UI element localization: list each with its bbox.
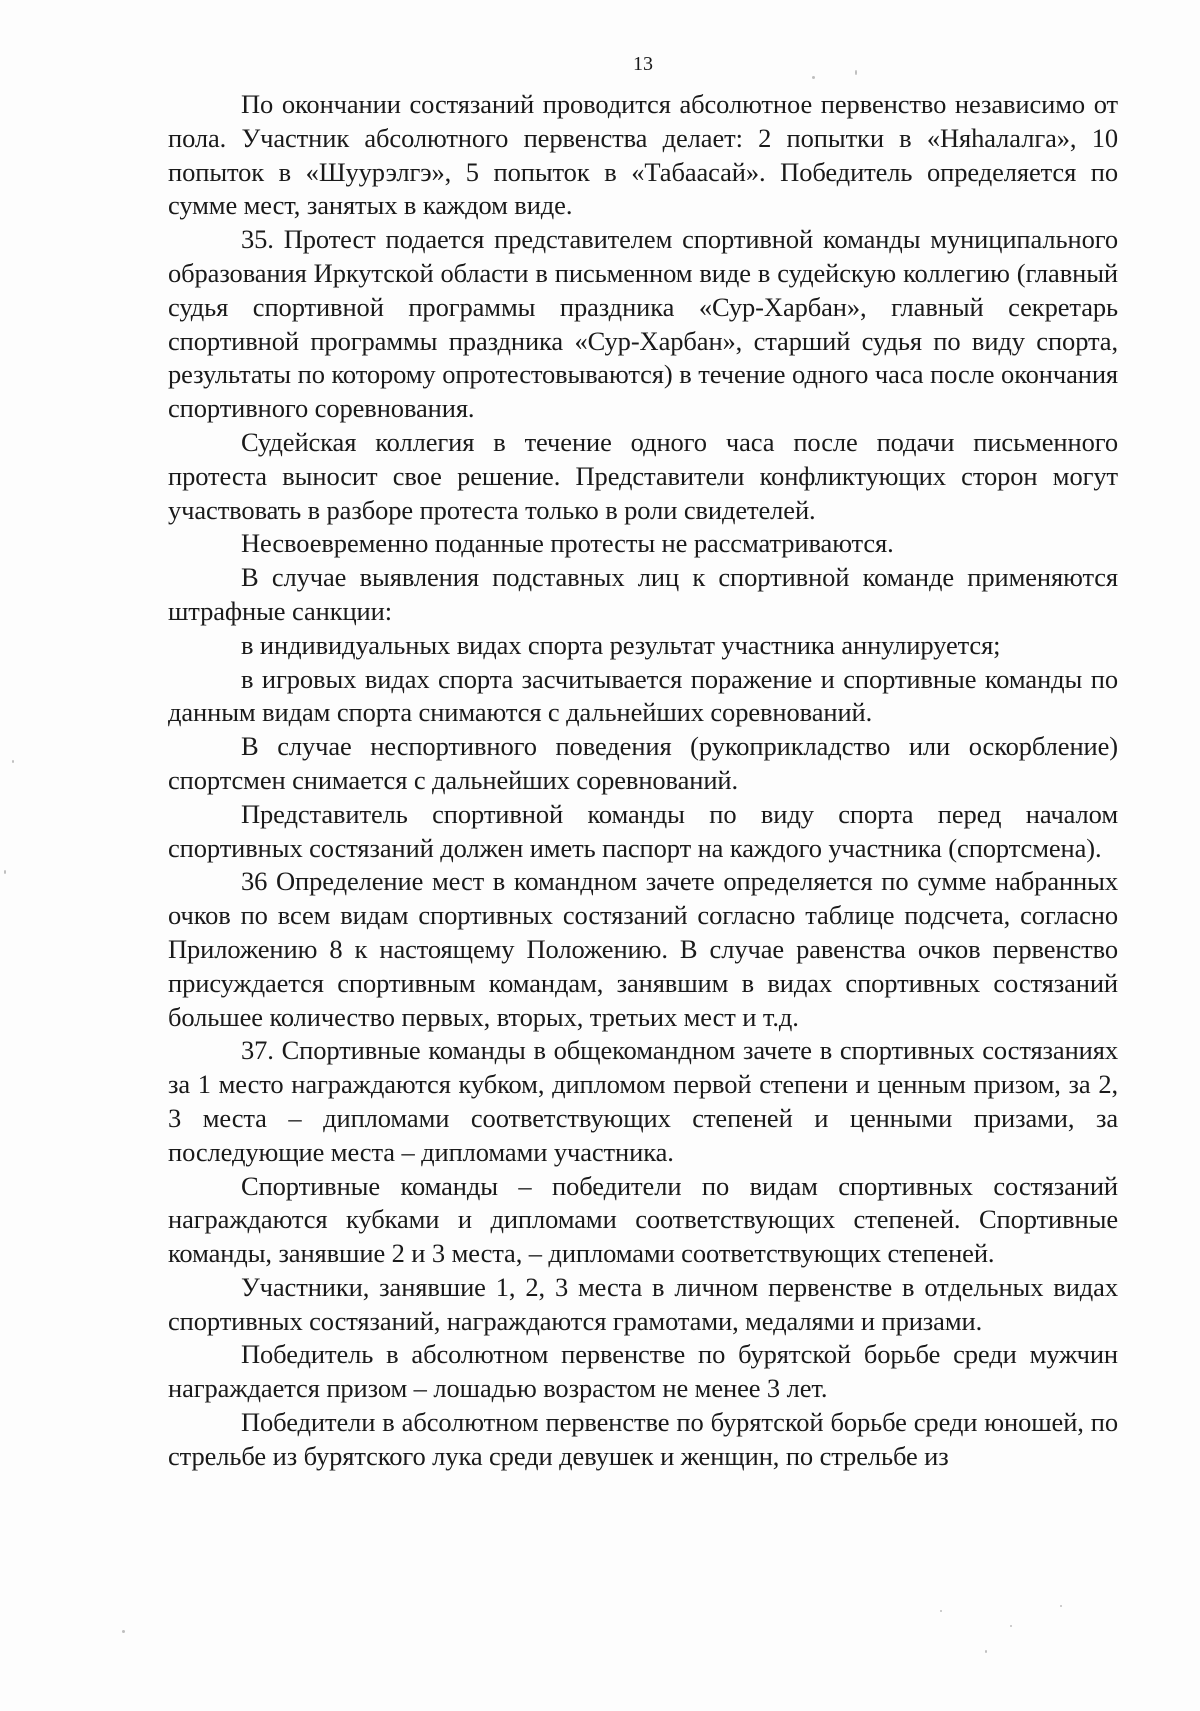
paragraph-late-protests: Несвоевременно поданные протесты не рассматриваются. — [241, 528, 894, 559]
paragraph-individual-sports: в индивидуальных видах спорта результат участника аннулируется; — [241, 629, 1001, 660]
scan-speck — [812, 76, 815, 79]
paragraph-team-sports: в игровых видах спорта засчитывается поражение и спортивные команды по данным видам спорта снимаются с дальнейших соревнований. — [168, 663, 1118, 728]
paragraph-unsporting-behavior: В случае неспортивного поведения (рукоприкладство или оскорбление) спортсмен снимается с дальнейших соревнований. — [168, 731, 1118, 795]
scan-speck — [985, 1650, 987, 1653]
paragraph-substitute-persons: В случае выявления подставных лиц к спортивной команде применяются штрафные санкции: — [168, 562, 1118, 626]
paragraph-men-wrestling-prize: Победитель в абсолютном первенстве по бурятской борьбе среди мужчин награждается призом – лошадью возрастом не менее 3 лет. — [168, 1339, 1118, 1404]
paragraph-team-representative: Представитель спортивной команды по виду спорта перед началом спортивных состязаний должен иметь паспорт на каждого участника (спортсмена). — [168, 798, 1118, 863]
paragraph-judges-decision: Судейская коллегия в течение одного часа после подачи письменного протеста выносит свое решение. Представители конфликтующих сторон могут участвовать в разборе протеста только в роли свидетелей. — [168, 426, 1118, 525]
page-number: 13 — [633, 53, 653, 75]
scan-speck — [12, 760, 14, 763]
paragraph-absolute-championship: По окончании состязаний проводится абсолютное первенство независимо от пола. Участник абсолютного первенства делает: 2 попытки в «Няhалалга», 10 попыток в «Шуурэлгэ», 5 попыток в «Табаасай». Победитель определяется по сумме мест, занятых в каждом виде. — [168, 89, 1118, 221]
scan-speck — [1010, 1625, 1012, 1627]
scan-speck — [1060, 1605, 1062, 1607]
paragraph-youth-archery-winners: Победители в абсолютном первенстве по бурятской борьбе среди юношей, по стрельбе из бурятского лука среди девушек и женщин, по стрельбе из — [168, 1407, 1118, 1471]
scan-speck — [4, 870, 6, 874]
paragraph-35-protest: 35. Протест подается представителем спортивной команды муниципального образования Иркутской области в письменном виде в судейскую коллегию (главный судья спортивной программы праздника «Сур-Харбан», главный секретарь спортивной программы праздника «Сур-Харбан», старший судья по виду спорта, результаты по которому опротестовываются) в течение одного часа после окончания спортивного соревнования. — [168, 224, 1118, 424]
paragraph-36-team-standings: 36 Определение мест в командном зачете определяется по сумме набранных очков по всем видам спортивных состязаний согласно таблице подсчета, согласно Приложению 8 к настоящему Положению. В случае равенства очков первенство присуждается спортивным командам, занявшим в видах спортивных состязаний большее количество первых, вторых, третьих мест и т.д. — [168, 866, 1118, 1032]
document-body — [168, 88, 1118, 1474]
scan-speck — [122, 1630, 125, 1633]
paragraph-sport-winners: Спортивные команды – победители по видам спортивных состязаний награждаются кубками и дипломами соответствующих степеней. Спортивные команды, занявшие 2 и 3 места, – дипломами соответствующих степеней. — [168, 1170, 1118, 1269]
paragraph-individual-awards: Участники, занявшие 1, 2, 3 места в личном первенстве в отдельных видах спортивных состязаний, награждаются грамотами, медалями и призами. — [168, 1271, 1118, 1336]
scan-speck — [855, 70, 857, 75]
scan-speck — [940, 1610, 942, 1612]
paragraph-37-team-awards: 37. Спортивные команды в общекомандном зачете в спортивных состязаниях за 1 место награждаются кубком, дипломом первой степени и ценным призом, за 2, 3 места – дипломами соответствующих степеней и ценными призами, за последующие места – дипломами участника. — [168, 1035, 1118, 1167]
